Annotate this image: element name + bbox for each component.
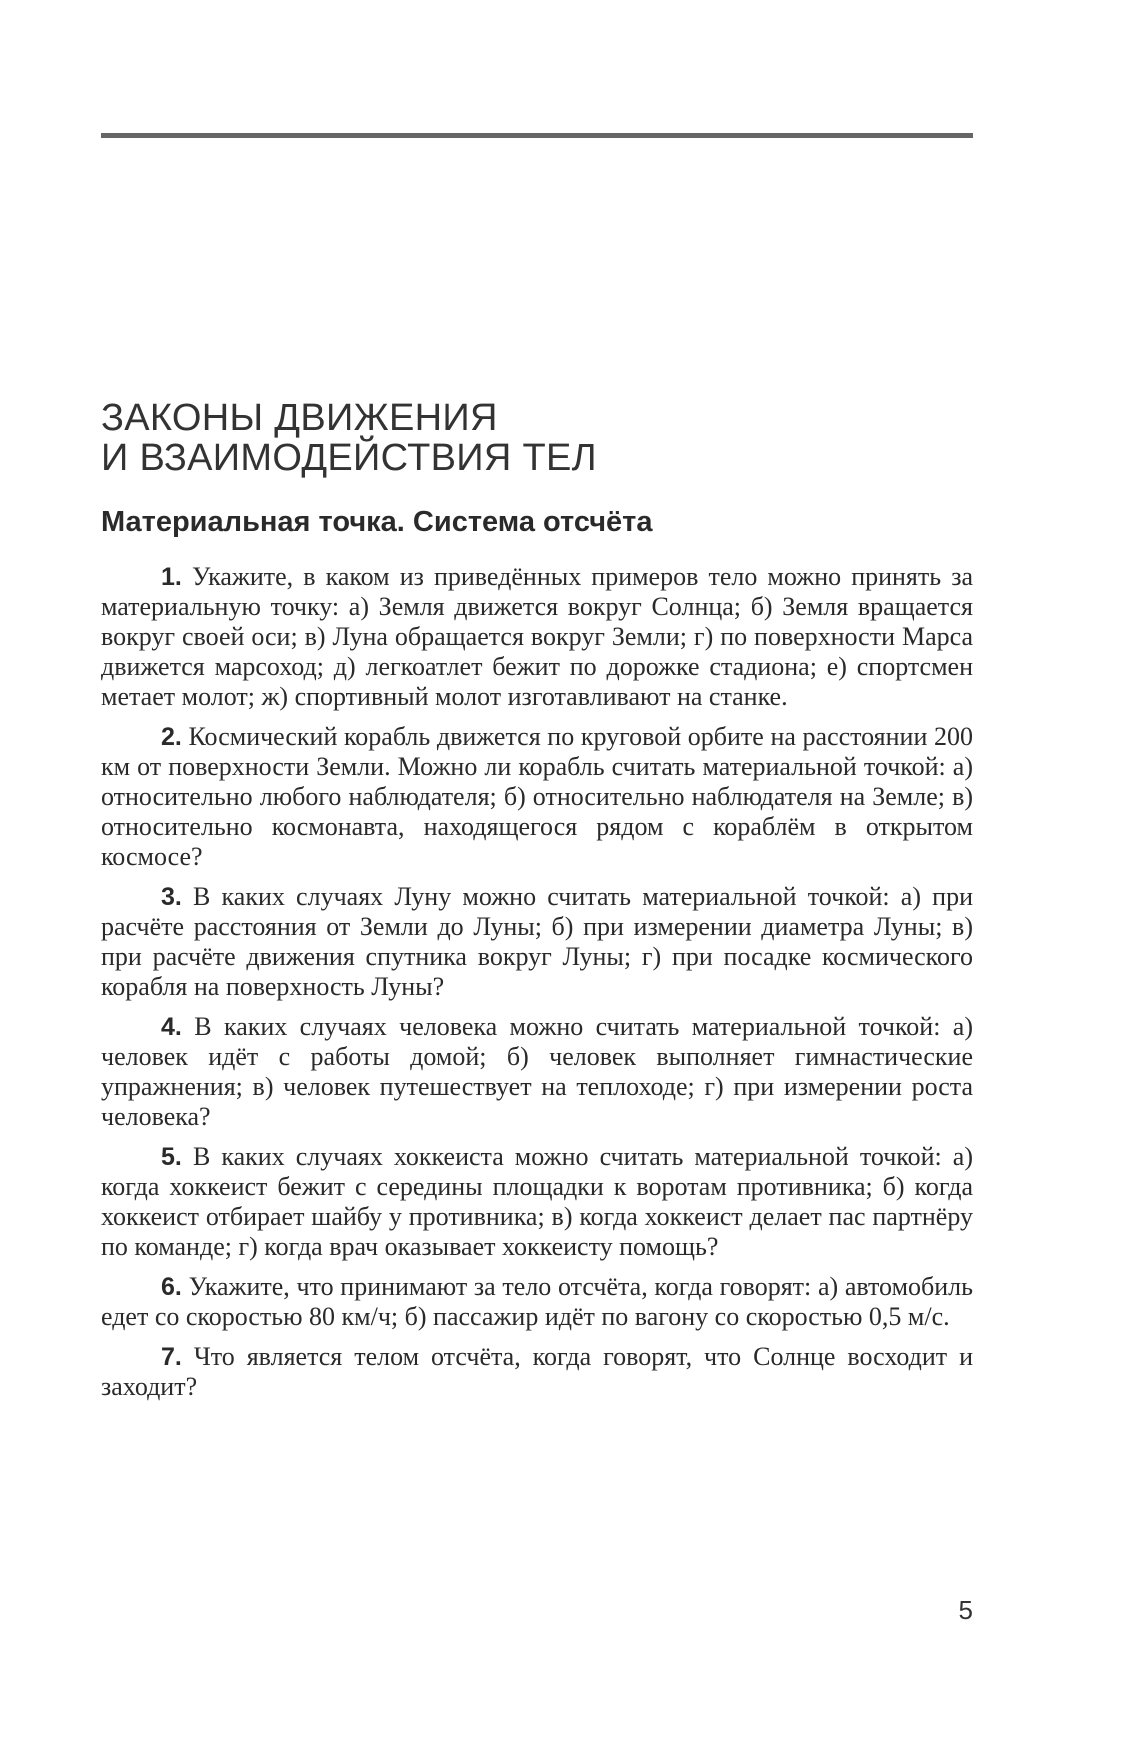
problem-text: В каких случаях человека можно считать материальной точкой: а) человек идёт с работы домой; б) человек выполняет гимнастические упражнения; в) человек путешествует на теплоходе; г) при измерении роста человека? bbox=[101, 1012, 973, 1131]
problem-number: 5. bbox=[161, 1143, 182, 1171]
problem-number: 2. bbox=[161, 723, 182, 751]
problem-text: Укажите, в каком из приведённых примеров тело можно принять за материальную точку: а) Земля движется вокруг Солнца; б) Земля вращается вокруг своей оси; в) Луна обращается вокруг Земли; г) по поверхности Марса движется марсоход; д) легкоатлет бежит по дорожке стадиона; е) спортсмен метает молот; ж) спортивный молот изготавливают на станке. bbox=[101, 562, 974, 711]
problem-number: 6. bbox=[161, 1273, 182, 1301]
problem-text: В каких случаях Луну можно считать материальной точкой: а) при расчёте расстояния от Земли до Луны; б) при измерении диаметра Луны; в) при расчёте движения спутника вокруг Луны; г) при посадке космического корабля на поверхность Луны? bbox=[101, 882, 974, 1001]
problem-7 bbox=[101, 1342, 973, 1402]
section-title: Материальная точка. Система отсчёта bbox=[101, 506, 653, 538]
problem-1 bbox=[101, 562, 973, 712]
problem-5 bbox=[101, 1142, 973, 1262]
chapter-title-line-1: ЗАКОНЫ ДВИЖЕНИЯ bbox=[101, 397, 498, 439]
problem-6 bbox=[101, 1272, 973, 1332]
top-divider bbox=[101, 133, 973, 138]
chapter-title-line-2: И ВЗАИМОДЕЙСТВИЯ ТЕЛ bbox=[101, 437, 597, 479]
problem-number: 7. bbox=[161, 1343, 182, 1371]
problem-number: 1. bbox=[161, 563, 182, 591]
problem-number: 3. bbox=[161, 883, 182, 911]
problem-2 bbox=[101, 722, 973, 872]
problem-text: Что является телом отсчёта, когда говорят, что Солнце восходит и заходит? bbox=[101, 1342, 973, 1401]
problem-list bbox=[101, 562, 973, 1412]
problem-text: В каких случаях хоккеиста можно считать материальной точкой: а) когда хоккеист бежит с середины площадки к воротам противника; б) когда хоккеист отбирает шайбу у противника; в) когда хоккеист делает пас партнёру по команде; г) когда врач оказывает хоккеисту помощь? bbox=[101, 1142, 974, 1261]
problem-text: Укажите, что принимают за тело отсчёта, когда говорят: а) автомобиль едет со скоростью 80 км/ч; б) пассажир идёт по вагону со скоростью 0,5 м/с. bbox=[101, 1272, 973, 1331]
problem-4 bbox=[101, 1012, 973, 1132]
page-number: 5 bbox=[958, 1595, 973, 1625]
problem-3 bbox=[101, 882, 973, 1002]
chapter-title bbox=[101, 398, 973, 478]
problem-number: 4. bbox=[161, 1013, 182, 1041]
problem-text: Космический корабль движется по круговой орбите на расстоянии 200 км от поверхности Земли. Можно ли корабль считать материальной точкой: а) относительно любого наблюдателя; б) относительно наблюдателя на Земле; в) относительно космонавта, находящегося рядом с кораблём в открытом космосе? bbox=[101, 722, 974, 871]
